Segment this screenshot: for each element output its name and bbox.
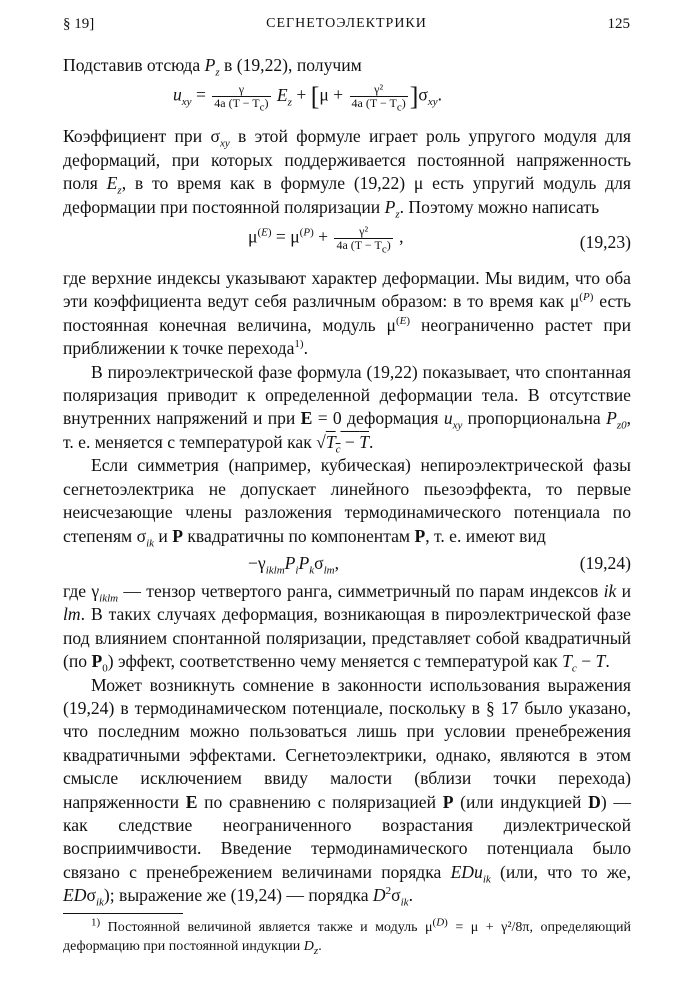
running-title: СЕГНЕТОЭЛЕКТРИКИ xyxy=(266,16,427,31)
page-number: 125 xyxy=(607,16,630,32)
paragraph-7: Может возникнуть сомнение в законности использования выражения (19,24) в термодинамическом потенциале, поскольку в § 17 было указано, что последним можно пользоваться лишь при условии пренебрежения квадратичными эффектами. Сегнетоэлектрики, однако, являются в этом смысле исключением ввиду малости (вблизи точки перехода) напряженности E по сравнению с поляризацией P (или индукцией D) — как следствие неограниченного возрастания диэлектрической восприимчивости. Введение термодинамического потенциала было связано с пренебрежением величинами порядка EDu$_{ik}$ (или, что то же, EDσ$_{ik}$); выражение же (19,24) — порядка $D^2\sigma_{ik}$. xyxy=(63,674,631,909)
paragraph-3: где верхние индексы указывают характер деформации. Мы видим, что оба эти коэффициента ведут себя различным образом: в то время как $\mu^{(P)}$ есть постоянная конечная величина, модуль $\mu^{(E)}$ неограниченно растет при приближении к точке перехода$^{1)}$. xyxy=(63,268,631,359)
equation-number: (19,23) xyxy=(579,232,631,253)
equation-number: (19,24) xyxy=(579,552,631,573)
paragraph-2: Коэффициент при $\sigma_{xy}$ в этой формуле играет роль упругого модуля для деформаций, при которых поддерживается постоянной напряженность поля $E_z$, в то время как в формуле (19,22) μ есть упругий модуль для деформации при постоянной поляризации $P_z$. Поэтому можно написать xyxy=(63,126,631,221)
equation-19-23: $\mu^{(E)} = \mu^{(P)}$ + $\frac{\text{γ²}}{4a (T - T_c)}$ , (19,23) xyxy=(248,224,631,256)
footnote-rule xyxy=(63,913,183,914)
body-text xyxy=(63,54,631,956)
paragraph-4: В пироэлектрической фазе формула (19,22) показывает, что спонтанная поляризация приводит к определенной деформации тела. В отсутствие внутренних напряжений и при E = 0 деформация $u_{xy}$ пропорциональна $P_{z0}$, т. е. меняется с температурой как $√T_c - T$. xyxy=(63,361,631,456)
paragraph-6: где $\gamma_{iklm}$ — тензор четвертого ранга, симметричный по парам индексов ik и lm. В таких случаях деформация, возникающая в пироэлектрической фазе под влиянием спонтанной поляризации, представляет собой квадратичный (по $P_0$) эффект, соответственно чему меняется с температурой как $T_c - T$. xyxy=(63,580,631,675)
running-header xyxy=(63,16,630,40)
paragraph-1: Подставив отсюда $P_z$ в (19,22), получим xyxy=(63,55,362,79)
paragraph-5: Если симметрия (например, кубическая) непироэлектрической фазы сегнетоэлектрика не допускает линейного пьезоэффекта, то первые неисчезающие члены разложения термодинамического потенциала по степеням $\sigma_{ik}$ и P квадратичны по компонентам P, т. е. имеют вид xyxy=(63,455,631,550)
equation-19-24: $-\gamma_{iklm}P_iP_k\sigma_{lm}$, (19,24) xyxy=(248,552,631,577)
section-number: § 19] xyxy=(63,16,95,32)
equation-uxy: $u_{xy}$ = $\frac{\gamma}{4a (T - T_c)}$ $E_z + [\mu$ + $\frac{\text{γ²}}{4a (T - T_c)}$ ]$\sigma_{xy}$. xyxy=(173,82,443,114)
footnote: $^{1)}$ Постоянной величиной является также и модуль $\mu^{(D)} = \mu + \gamma^2/8\pi$, определяющий деформацию при постоянной индукции $D_z$. xyxy=(63,915,631,957)
